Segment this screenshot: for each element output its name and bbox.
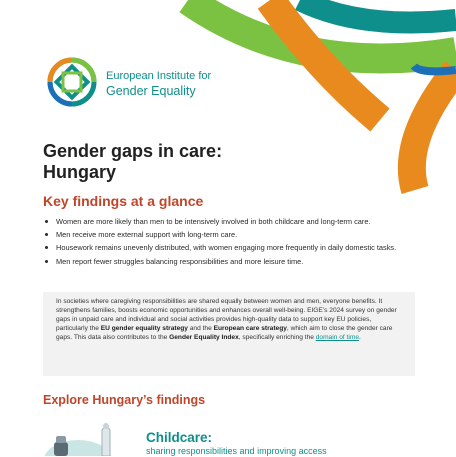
info-text-4: , specifically enriching the [238,333,316,341]
logo-text-line1: European Institute for [106,70,212,82]
finding-item: Men report fewer struggles balancing responsibilities and more leisure time. [43,256,415,267]
eige-logo-icon [44,54,100,110]
info-box [43,292,415,376]
green-arc [188,0,456,59]
teal-arc [300,0,456,23]
info-text-3: , which aim to close the gender care gaps. This data also contributes to the [56,324,393,341]
childcare-title: Childcare: [146,430,213,445]
link-european-care-strategy[interactable]: European care strategy [213,324,287,332]
info-text-5: . [358,333,361,341]
childcare-illustration-icon [40,420,140,456]
info-text-1: In societies where caregiving responsibilities are shared equally between women and men, everyone benefits. It strengthens families, boosts economic opportunities and enhances overall well-being. EIGE’s 2024 survey on gender gaps in unpaid care and individual and social activities provides high-quality data to support key EU policies, particularly the [56,298,397,332]
finding-item: Men receive more external support with long-term care. [43,229,415,240]
finding-item: Housework remains unevenly distributed, with women engaging more frequently in daily domestic tasks. [43,242,415,253]
link-gender-equality-strategy[interactable]: EU gender equality strategy [100,324,188,332]
orange-arc [270,0,380,120]
link-gender-equality-index[interactable]: Gender Equality Index [169,333,239,341]
logo-text-line2: Gender Equality [106,84,196,98]
logo-text [106,70,211,99]
explore-heading: Explore Hungary’s findings [43,393,206,407]
orange-band [412,70,456,190]
title-line-1: Gender gaps in care: [43,141,223,161]
childcare-subtitle: sharing responsibilities and improving access [146,446,327,456]
blue-band [414,66,456,71]
title-line-2: Hungary [43,162,117,182]
page-title [43,141,222,183]
finding-item: Women are more likely than men to be intensively involved in both childcare and long-term care. [43,216,415,227]
findings-list [43,216,415,269]
domain-of-time-link[interactable]: domain of time [315,333,359,341]
key-findings-heading: Key findings at a glance [43,193,204,209]
info-text-2: and the [187,324,214,332]
